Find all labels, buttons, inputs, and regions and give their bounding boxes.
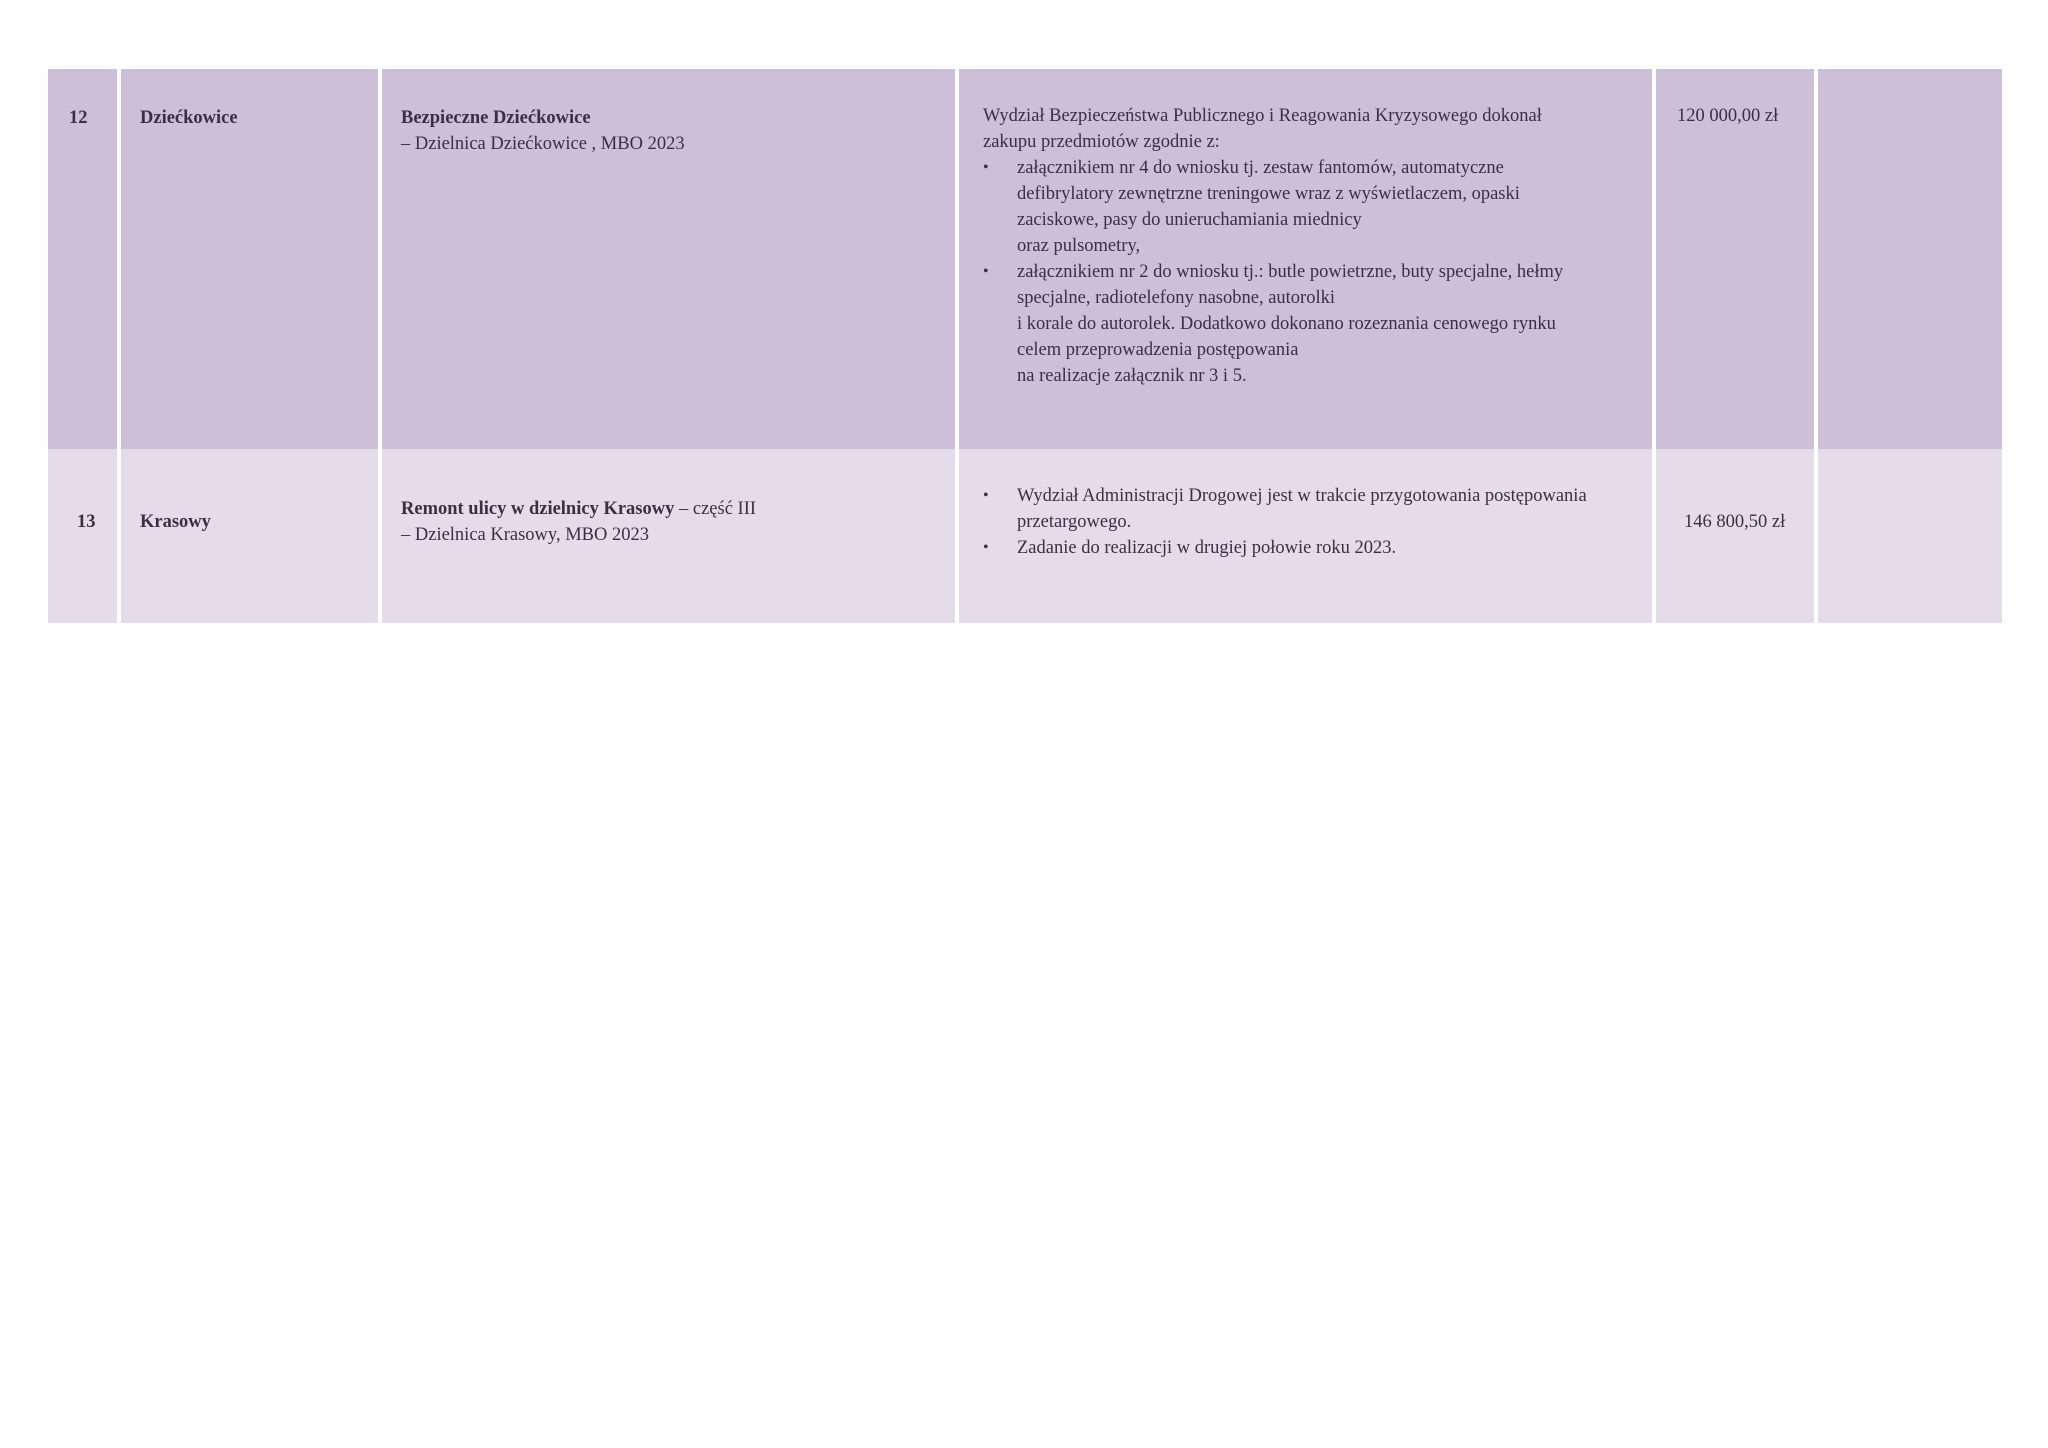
amount-cell	[1656, 69, 1814, 449]
row-number-cell	[48, 69, 117, 449]
project-cell	[382, 449, 955, 623]
bullet-line: defibrylatory zewnętrzne treningowe wraz z wyświetlaczem, opaski	[1017, 184, 1520, 204]
project-subtitle: – Dzielnica Dziećkowice , MBO 2023	[401, 134, 685, 154]
row-number-cell	[48, 449, 117, 623]
table-row	[48, 449, 2002, 623]
bullet-line: oraz pulsometry,	[1017, 236, 1141, 256]
list-item	[983, 155, 1640, 259]
list-item	[983, 259, 1640, 389]
bullet-icon: •	[983, 539, 989, 556]
amount-value: 120 000,00 zł	[1677, 106, 1779, 126]
bullet-icon: •	[983, 487, 989, 504]
table-row	[48, 69, 2002, 449]
description-intro-line: Wydział Bezpieczeństwa Publicznego i Reagowania Kryzysowego dokonał	[983, 106, 1542, 126]
bullet-line: na realizacje załącznik nr 3 i 5.	[1017, 366, 1247, 386]
project-text	[401, 496, 945, 548]
budget-table	[48, 69, 2002, 623]
row-number: 12	[69, 108, 88, 128]
district-cell	[121, 449, 378, 623]
project-text	[401, 105, 945, 157]
bullet-line: załącznikiem nr 4 do wniosku tj. zestaw fantomów, automatyczne	[1017, 158, 1504, 178]
district-cell	[121, 69, 378, 449]
bullet-line: celem przeprowadzenia postępowania	[1017, 340, 1299, 360]
row-number: 13	[77, 512, 96, 532]
extra-cell	[1818, 69, 2002, 449]
description-cell	[959, 449, 1652, 623]
list-item	[983, 483, 1640, 535]
bullet-line: specjalne, radiotelefony nasobne, autorolki	[1017, 288, 1335, 308]
district-name: Krasowy	[140, 512, 211, 532]
bullet-line: zaciskowe, pasy do unieruchamiania miednicy	[1017, 210, 1362, 230]
project-subtitle: – Dzielnica Krasowy, MBO 2023	[401, 525, 649, 545]
project-title-suffix: – część III	[674, 499, 757, 519]
description-bullet-list	[983, 155, 1640, 389]
bullet-line: przetargowego.	[1017, 512, 1132, 532]
description-cell	[959, 69, 1652, 449]
project-cell	[382, 69, 955, 449]
bullet-line: Zadanie do realizacji w drugiej połowie roku 2023.	[1017, 538, 1397, 558]
amount-cell	[1656, 449, 1814, 623]
description-bullet-list	[983, 483, 1640, 561]
bullet-line: i korale do autorolek. Dodatkowo dokonano rozeznania cenowego rynku	[1017, 314, 1556, 334]
bullet-icon: •	[983, 159, 989, 176]
bullet-icon: •	[983, 263, 989, 280]
district-name: Dziećkowice	[140, 108, 238, 128]
description-text	[983, 483, 1640, 561]
project-title: Remont ulicy w dzielnicy Krasowy	[401, 499, 675, 519]
amount-value: 146 800,50 zł	[1684, 512, 1786, 532]
description-intro-line: zakupu przedmiotów zgodnie z:	[983, 132, 1220, 152]
project-title: Bezpieczne Dziećkowice	[401, 108, 591, 128]
bullet-line: Wydział Administracji Drogowej jest w trakcie przygotowania postępowania	[1017, 486, 1587, 506]
bullet-line: załącznikiem nr 2 do wniosku tj.: butle powietrzne, buty specjalne, hełmy	[1017, 262, 1564, 282]
description-text	[983, 103, 1640, 389]
extra-cell	[1818, 449, 2002, 623]
list-item	[983, 535, 1640, 561]
